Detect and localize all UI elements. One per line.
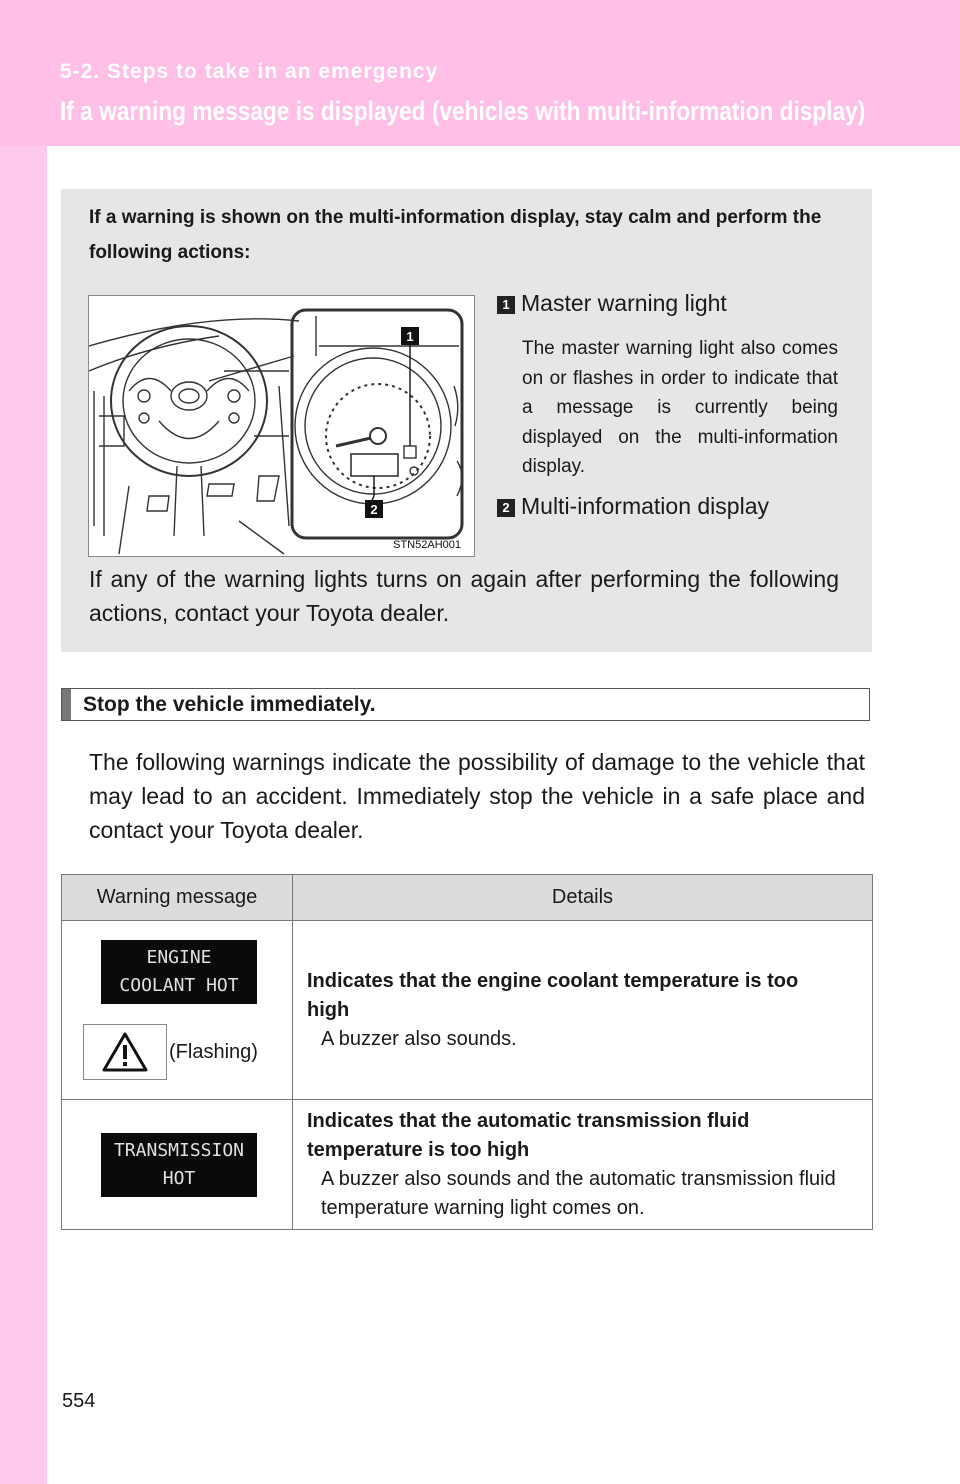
callout-2-title: Multi-information display (521, 493, 769, 519)
message-line-1: ENGINE (146, 947, 212, 968)
detail-text: A buzzer also sounds and the automatic transmission fluid temperature warning light comes on. (321, 1167, 836, 1219)
illustration-code: STN52AH001 (393, 539, 461, 551)
table-header-row (62, 875, 873, 921)
message-line-2: HOT (162, 1167, 196, 1189)
callout-1-number: 1 (497, 296, 515, 314)
detail-text: A buzzer also sounds. (321, 1027, 517, 1050)
column-header-details: Details (293, 875, 873, 921)
warning-table (61, 874, 873, 1230)
detail-title: Indicates that the engine coolant temperature is too high (307, 969, 799, 1021)
flashing-indicator (83, 1024, 291, 1080)
dashboard-drawing (89, 296, 474, 556)
callout-1-title: Master warning light (521, 290, 727, 316)
warning-message-cell (62, 1100, 293, 1230)
warning-triangle-icon (83, 1024, 167, 1080)
table-row (62, 1100, 873, 1230)
callout-1-description: The master warning light also comes on or flashes in order to indicate that a message is currently being displayed on the multi-information display. (522, 338, 838, 477)
step-paragraph: The following warnings indicate the possibility of damage to the vehicle that may lead to an accident. Immediately stop the vehicle in a safe place and contact your Toyota dealer. (89, 749, 865, 843)
step-heading-text: Stop the vehicle immediately. (83, 693, 376, 716)
column-header-warning-message: Warning message (62, 875, 293, 921)
flashing-label: (Flashing) (169, 1040, 258, 1063)
message-line-2: COOLANT HOT (119, 975, 239, 996)
warning-message-cell (62, 921, 293, 1100)
marker-1-label: 1 (406, 329, 414, 344)
step-heading-bar (62, 689, 71, 720)
callout-2 (497, 493, 847, 520)
table-row (62, 921, 873, 1100)
dashboard-illustration (88, 295, 475, 557)
marker-2-label: 2 (370, 502, 378, 517)
section-label: 5-2. Steps to take in an emergency (60, 60, 439, 83)
transmission-hot-message (101, 1133, 257, 1197)
callout-2-number: 2 (497, 499, 515, 517)
detail-title: Indicates that the automatic transmission fluid temperature is too high (307, 1109, 750, 1161)
step-heading (61, 688, 870, 721)
details-cell (293, 921, 873, 1100)
page-sidebar (0, 146, 47, 1484)
details-cell (293, 1100, 873, 1230)
page-number: 554 (62, 1390, 96, 1412)
message-line-1: TRANSMISSION (113, 1139, 245, 1161)
dealer-note: If any of the warning lights turns on again after performing the following actions, contact your Toyota dealer. (89, 566, 839, 626)
callout-1 (497, 290, 847, 317)
intro-text: If a warning is shown on the multi-information display, stay calm and perform the following actions: (89, 207, 822, 263)
page-title: If a warning message is displayed (vehicles with multi-information display) (60, 96, 866, 126)
engine-coolant-hot-message (101, 940, 257, 1004)
